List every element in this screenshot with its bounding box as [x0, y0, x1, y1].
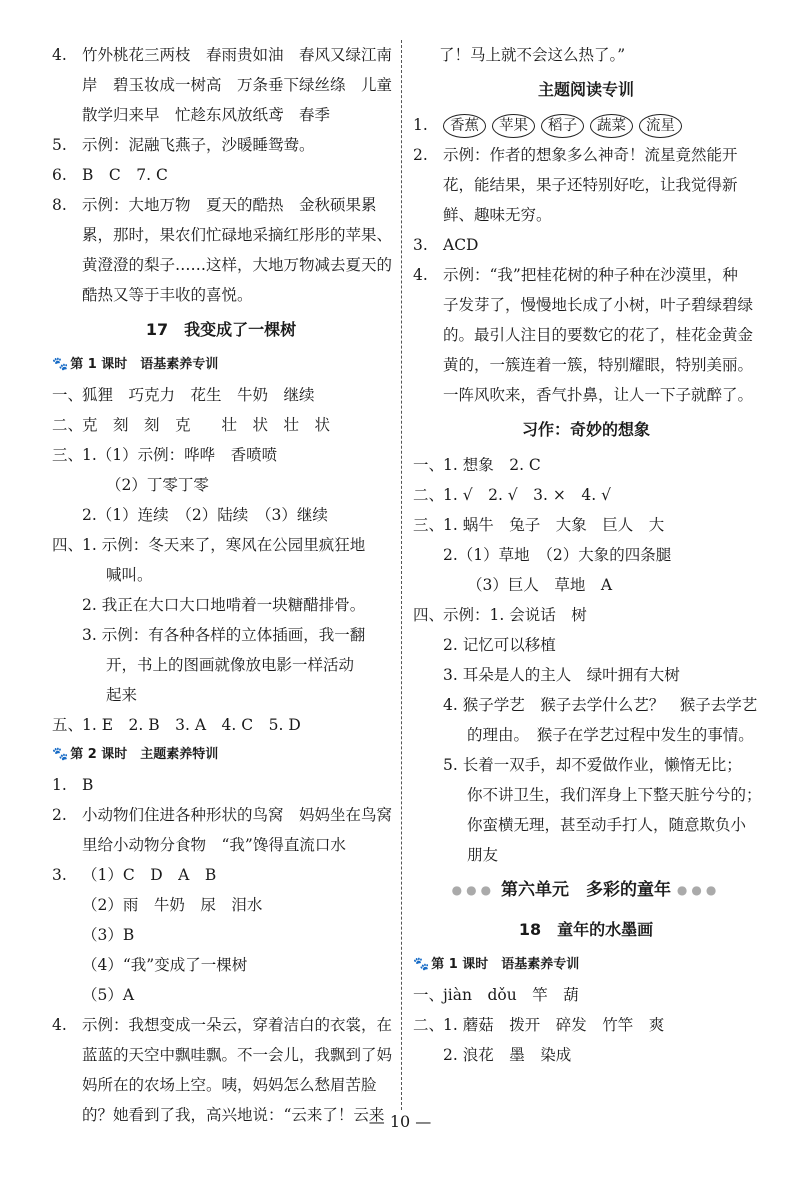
text-line: 1. E 2. B 3. A 4. C 5. D	[82, 716, 301, 734]
circled-word: 香蕉	[443, 114, 486, 138]
lesson-title: 18 童年的水墨画	[518, 920, 654, 939]
text-line: 起来	[106, 686, 138, 704]
text-line: 竹外桃花三两枝 春雨贵如油 春风又绿江南	[82, 46, 393, 64]
text-line: 的。最引人注目的要数它的花了，桂花金黄金	[443, 326, 754, 344]
text-line: 朋友	[467, 846, 499, 864]
text-line: 小动物们住进各种形状的鸟窝 妈妈坐在鸟窝	[82, 806, 393, 824]
text-line: jiàn dǒu 竿 葫	[443, 986, 579, 1004]
text-line: 累，那时，果农们忙碌地采摘红彤彤的苹果、	[82, 226, 393, 244]
section-title: 习作：奇妙的想象	[521, 420, 650, 439]
lesson-title: 17 我变成了一棵树	[145, 320, 297, 339]
item-number: 3.	[52, 866, 67, 884]
text-line: 示例：我想变成一朵云，穿着洁白的衣裳，在	[82, 1016, 393, 1034]
text-line: 一阵风吹来，香气扑鼻，让人一下子就醉了。	[443, 386, 754, 404]
circled-word: 稻子	[541, 114, 584, 138]
item-number: 4.	[52, 46, 67, 64]
item-number: 1.	[413, 116, 428, 134]
text-line: 1. 示例：冬天来了，寒风在公园里疯狂地	[82, 536, 366, 554]
text-line: （2）雨 牛奶 尿 泪水	[82, 896, 263, 914]
section-label: 三、	[52, 446, 84, 464]
column-divider	[401, 40, 402, 1110]
right-column	[413, 40, 762, 1070]
left-column	[52, 40, 393, 1130]
text-line: （1）C D A B	[82, 866, 217, 884]
text-line: 你不讲卫生，我们浑身上下整天脏兮兮的；	[467, 786, 762, 804]
dots-decoration: ●●●	[451, 883, 496, 897]
section-label: 二、	[52, 416, 84, 434]
text-line: 3. 示例：有各种各样的立体插画，我一翻	[82, 626, 366, 644]
item-number: 8.	[52, 196, 67, 214]
item-number: 2.	[52, 806, 67, 824]
text-line: 蓝蓝的天空中飘哇飘。不一会儿，我飘到了妈	[82, 1046, 393, 1064]
text-line: 的理由。 猴子在学艺过程中发生的事情。	[467, 726, 754, 744]
text-line: 2. 浪花 墨 染成	[443, 1046, 572, 1064]
text-line: 5. 长着一双手，却不爱做作业，懒惰无比；	[443, 756, 742, 774]
section-label: 二、	[413, 1016, 445, 1034]
text-line: 你蛮横无理，甚至动手打人，随意欺负小	[467, 816, 747, 834]
text-line: 黄澄澄的梨子……这样，大地万物减去夏天的	[82, 256, 393, 274]
circled-answers	[443, 110, 759, 140]
item-number: 6.	[52, 166, 67, 184]
text-line: 的？她看到了我，高兴地说：“云来了！云来	[82, 1106, 385, 1124]
text-line: B C 7. C	[82, 166, 168, 184]
text-line: 花，能结果，果子还特别好吃，让我觉得新	[443, 176, 738, 194]
text-line: 2.（1）连续 （2）陆续 （3）继续	[82, 506, 328, 524]
text-line: ACD	[443, 236, 479, 254]
text-line: 1. 蜗牛 兔子 大象 巨人 大	[443, 516, 665, 534]
item-number: 1.	[52, 776, 67, 794]
text-line: 狐狸 巧克力 花生 牛奶 继续	[82, 386, 315, 404]
text-line: 2. 我正在大口大口地啃着一块糖醋排骨。	[82, 596, 366, 614]
section-subtitle: 🐾 第 1 课时 语基素养专训	[413, 957, 580, 972]
text-line: 1. √ 2. √ 3. × 4. √	[443, 486, 611, 504]
item-number: 3.	[413, 236, 428, 254]
unit-title: ●●● 第六单元 多彩的童年 ●●●	[451, 880, 721, 900]
item-number: 4.	[413, 266, 428, 284]
item-number: 4.	[52, 1016, 67, 1034]
text-line: 开，书上的图画就像放电影一样活动	[106, 656, 355, 674]
section-subtitle: 🐾 第 1 课时 语基素养专训	[52, 357, 219, 372]
text-line: 黄的，一簇连着一簇，特别耀眼，特别美丽。	[443, 356, 754, 374]
text-line: （4）“我”变成了一棵树	[82, 956, 248, 974]
paw-icon: 🐾	[52, 747, 69, 762]
text-line: 鲜、趣味无穷。	[443, 206, 552, 224]
text-line: 3. 耳朵是人的主人 绿叶拥有大树	[443, 666, 680, 684]
text-line: （2）丁零丁零	[106, 476, 209, 494]
text-line: 喊叫。	[106, 566, 153, 584]
section-subtitle: 🐾 第 2 课时 主题素养特训	[52, 747, 219, 762]
text-line: 1. 想象 2. C	[443, 456, 541, 474]
text-line: 酷热又等于丰收的喜悦。	[82, 286, 253, 304]
circled-word: 蔬菜	[590, 114, 633, 138]
section-label: 三、	[413, 516, 445, 534]
page-number: — 10 —	[368, 1112, 432, 1131]
paw-icon: 🐾	[52, 357, 69, 372]
text-line: 示例：泥融飞燕子，沙暖睡鸳鸯。	[82, 136, 315, 154]
section-label: 五、	[52, 716, 84, 734]
text-line: （3）巨人 草地 A	[467, 576, 613, 594]
text-line: 1. 蘑菇 拨开 碎发 竹竿 爽	[443, 1016, 665, 1034]
text-line: B	[82, 776, 94, 794]
text-line: 2. 记忆可以移植	[443, 636, 556, 654]
paw-icon: 🐾	[413, 957, 430, 972]
text-line: 妈所在的农场上空。咦，妈妈怎么愁眉苦脸	[82, 1076, 377, 1094]
text-line: 示例：作者的想象多么神奇！流星竟然能开	[443, 146, 738, 164]
text-line: 示例：1. 会说话 树	[443, 606, 587, 624]
section-title: 主题阅读专训	[537, 80, 634, 99]
text-line: （5）A	[82, 986, 135, 1004]
text-line: 散学归来早 忙趁东风放纸鸢 春季	[82, 106, 331, 124]
circled-word: 流星	[639, 114, 682, 138]
section-label: 一、	[52, 386, 84, 404]
section-label: 一、	[413, 986, 445, 1004]
section-label: 四、	[52, 536, 84, 554]
text-line: 克 刻 刻 克 壮 状 壮 状	[82, 416, 331, 434]
section-label: 二、	[413, 486, 445, 504]
circled-word: 苹果	[492, 114, 535, 138]
section-label: 四、	[413, 606, 445, 624]
text-line: 子发芽了，慢慢地长成了小树，叶子碧绿碧绿	[443, 296, 754, 314]
text-line: 岸 碧玉妆成一树高 万条垂下绿丝绦 儿童	[82, 76, 393, 94]
text-line: 示例：“我”把桂花树的种子种在沙漠里，种	[443, 266, 738, 284]
text-line: 2.（1）草地 （2）大象的四条腿	[443, 546, 672, 564]
text-line: 了！马上就不会这么热了。”	[439, 46, 626, 64]
text-line: 1.（1）示例：哗哗 香喷喷	[82, 446, 278, 464]
text-line: （3）B	[82, 926, 135, 944]
text-line: 里给小动物分食物 “我”馋得直流口水	[82, 836, 346, 854]
text-line: 示例：大地万物 夏天的酷热 金秋硕果累	[82, 196, 377, 214]
section-label: 一、	[413, 456, 445, 474]
text-line: 4. 猴子学艺 猴子去学什么艺？ 猴子去学艺	[443, 696, 758, 714]
item-number: 2.	[413, 146, 428, 164]
item-number: 5.	[52, 136, 67, 154]
dots-decoration: ●●●	[676, 883, 721, 897]
